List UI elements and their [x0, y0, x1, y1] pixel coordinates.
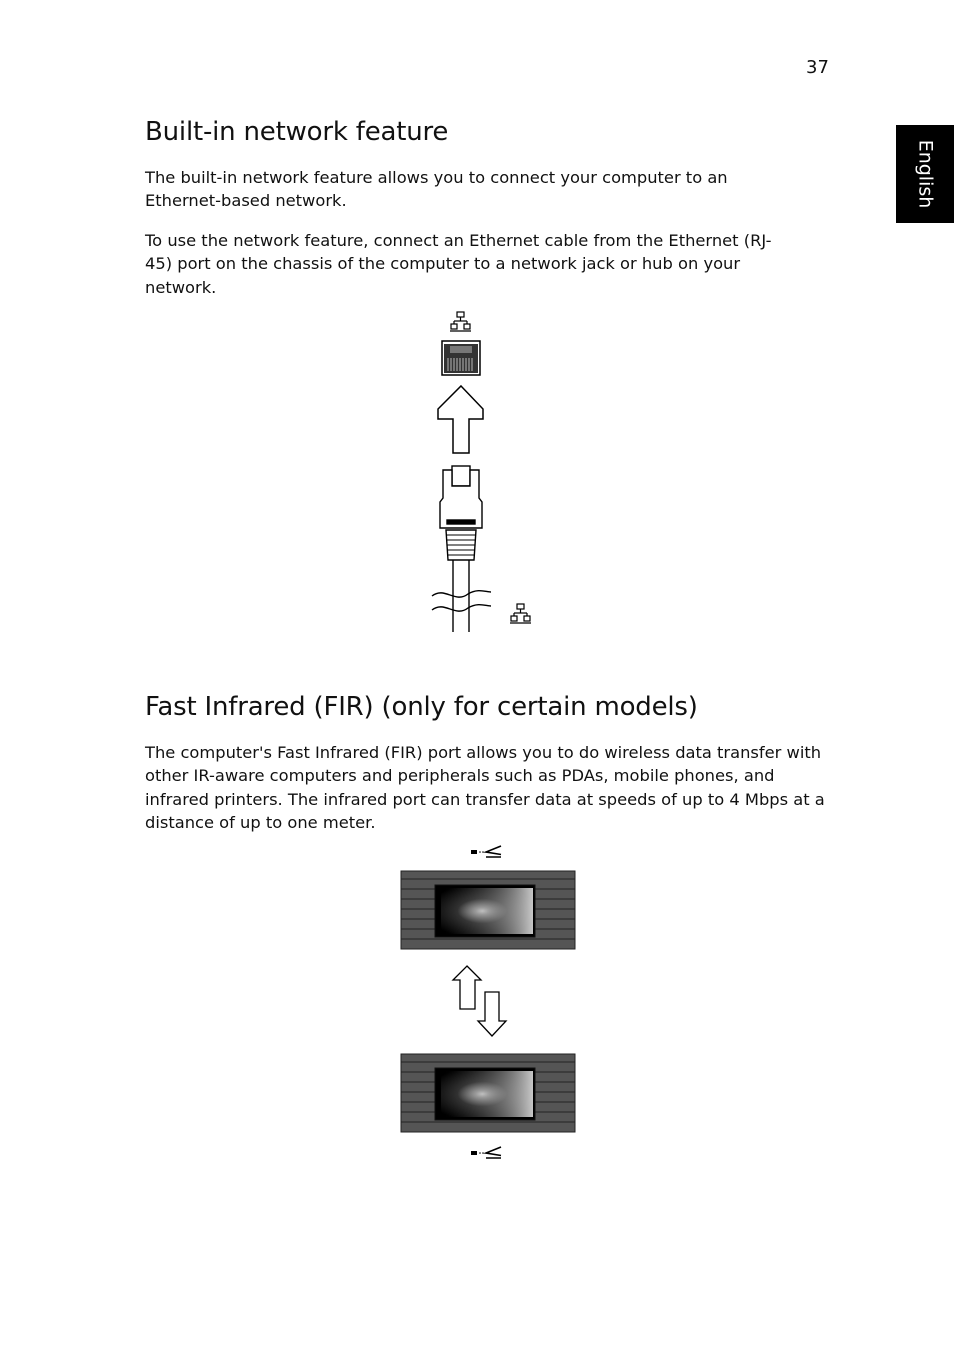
network-section-title: Built-in network feature	[145, 117, 449, 147]
network-paragraph-1: The built-in network feature allows you to connect your computer to an Ethernet-based network.	[145, 168, 728, 211]
language-tab	[896, 125, 954, 223]
network-icon	[510, 604, 531, 623]
network-icon	[450, 312, 471, 331]
page-number: 37	[806, 57, 829, 78]
language-tab-label: English	[914, 139, 937, 209]
network-figure	[420, 308, 560, 638]
rj45-port	[442, 341, 480, 375]
infrared-icon	[471, 1147, 501, 1158]
infrared-icon	[471, 846, 501, 857]
bidirectional-arrows-icon	[453, 966, 506, 1036]
ir-port-bottom	[401, 1054, 575, 1132]
infrared-figure	[398, 843, 578, 1165]
fir-paragraph: The computer's Fast Infrared (FIR) port allows you to do wireless data transfer with other IR-aware computers and peripherals such as PDAs, mobile phones, and infrared printers. The infrared port can transfer data at speeds of up to 4 Mbps at a distance of up to one meter.	[145, 743, 825, 832]
fir-section-title: Fast Infrared (FIR) (only for certain models)	[145, 692, 698, 722]
network-paragraph-2: To use the network feature, connect an Ethernet cable from the Ethernet (RJ-45) port on the chassis of the computer to a network jack or hub on your network.	[145, 231, 772, 297]
up-arrow-icon	[438, 386, 483, 453]
rj45-plug	[432, 466, 491, 632]
ir-port-top	[401, 871, 575, 949]
